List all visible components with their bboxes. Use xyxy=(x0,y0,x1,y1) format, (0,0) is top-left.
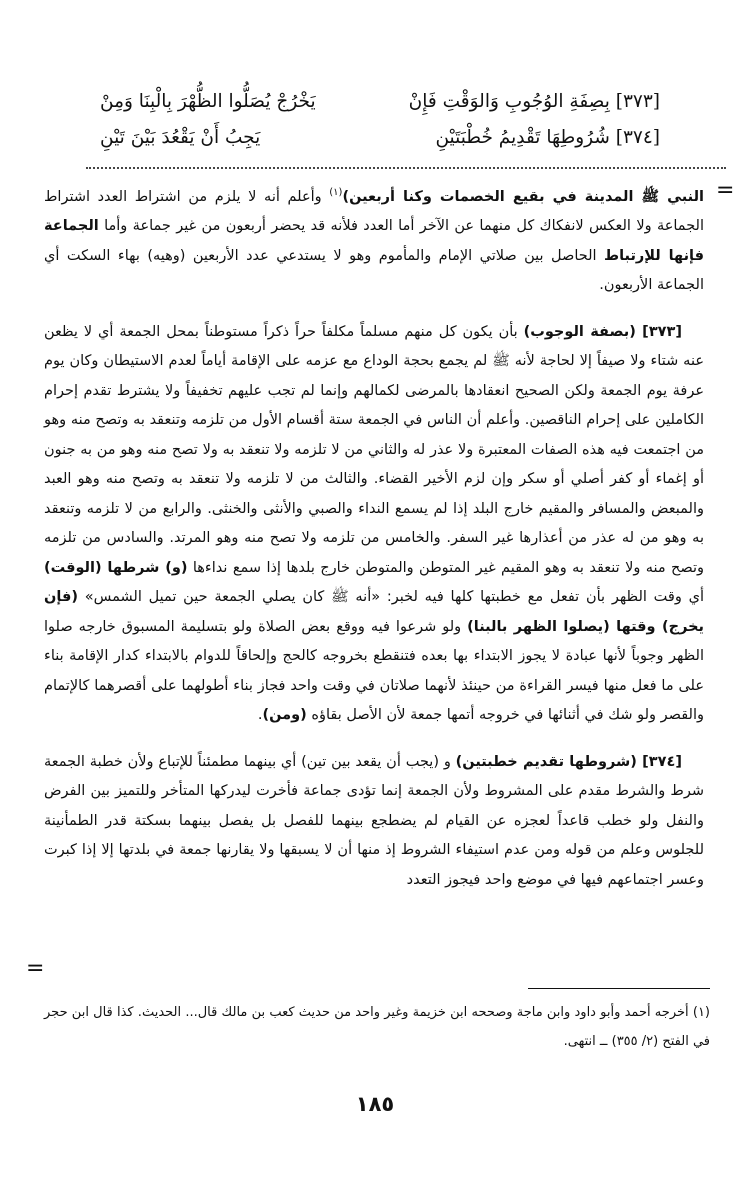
continuation-mark-start: = xyxy=(716,178,735,203)
footnote-reference: (١) xyxy=(329,187,343,198)
verse-right-hemistich: [٣٧٤] شُرُوطِهَا تَقْدِيمُ خُطْبَتَيْنِ xyxy=(435,127,660,148)
footnote-separator xyxy=(528,988,710,989)
paragraph-text: أي وقت الظهر بأن تفعل مع خطبتها كلها فيه لخبر: «أنه ﷺ كان يصلي الجمعة حين تميل الشمس» xyxy=(77,589,704,606)
footnote xyxy=(44,998,710,1056)
bold-phrase: الجماعة فإنها للإرتباط xyxy=(44,218,704,264)
paragraph-374 xyxy=(44,748,704,896)
paragraph-text: ولو شرعوا فيه ووقع بعض الصلاة ولو بتسليمة المسبوق خارجه صلوا الظهر وجوباً لأنها عبادة لا يجوز الابتداء بها بعده فتنقطع بخروجه كالحج وإلحاقاً للدوام بالابتداء كدار الإقامة بناء على ما فعل منها فيسر القراءة من حينئذ لأنهما صلاتان في وقت واحد فجاز بناء أطولهما على أقصرهما كالإتمام والقصر ولو شك في أثنائها في خروجه أتمها جمعة لأن الأصل بقاؤه xyxy=(44,618,704,724)
verse-number-heading: [٣٧٤] (شروطها تقديم خطبتين) xyxy=(455,753,682,770)
continuation-mark-end: = xyxy=(26,956,45,981)
bold-phrase: (ومن) xyxy=(262,707,307,724)
verse-right-hemistich: [٣٧٣] بِصِفَةِ الوُجُوبِ وَالوَقْتِ فَإِنْ xyxy=(408,91,660,112)
page-number: ١٨٥ xyxy=(355,1092,395,1116)
verse-number-heading: [٣٧٣] (بصفة الوجوب) xyxy=(523,323,683,340)
paragraph-text: و (يجب أن يقعد بين تين) أي بينهما مطمئناً للإتباع ولأن خطبة الجمعة شرط والشرط مقدم على المشروط ولأن الجمعة إنما تؤدى جماعة فأخرت ليدركها المتأخر وللتميز بين الفرض والنفل ولو خطب قاعداً لعجزه عن القيام لم يضطجع بينهما للفصل بل يفصل بينهما بسكتة قدر الطمأنينة للجلوس وعلم من قوله ومن عدم استيفاء الشروط إذ منها أن لا يسبقها ولا يقارنها جمعة في بلدتها إلا إذا كبرت وعسر اجتماعهم فيها في موضع واحد فيجوز التعدد xyxy=(44,753,704,888)
verse-left-hemistich: يَخْرُجْ يُصَلُّوا الظُّهْرَ بِالْبِنَا وَمِنْ xyxy=(100,91,316,112)
bold-phrase: النبي ﷺ المدينة في بقيع الخصمات وكنا أربعين) xyxy=(342,188,704,205)
paragraph-text: الحاصل بين صلاتي الإمام والمأموم وهو لا يستدعي عدد الأربعين (وهيه) بهاء السكت أي الجماعة الأربعون. xyxy=(44,247,704,294)
bold-phrase: (فإن يخرج) وقتها (يصلوا الظهر بالبنا) xyxy=(44,589,704,635)
paragraph-text: بأن يكون كل منهم مسلماً مكلفاً حراً ذكراً مستوطناً بمحل الجمعة أي لا يظعن عنه شتاء ولا صيفاً إلا لحاجة لأنه ﷺ لم يجمع بحجة الوداع مع عزمه على الإقامة أياماً لعدم الاستيطان وكان يوم عرفة يوم الجمعة ولكن الصحيح انعقادها بالمرضى لكمالهم وإنما لم تجب عليهم تخفيفاً ولا يشترط تقدم إحرام الكاملين على إحرام الناقصين. وأعلم أن الناس في الجمعة ستة أقسام الأول من تلزمه وتنعقد به وتصح منه وهو من اجتمعت فيه هذه الصفات المعتبرة ولا عذر له والثاني من لا تلزمه ولا تنعقد به ولا تصح منه وهو من به جنون أو إغماء أو كفر أصلي أو سكر وإن لزم الأخير القضاء. والثالث من لا تلزمه ولا تنعقد به وتصح منه وهو العبد والمبعض والمسافر والمقيم خارج البلد إذا لم يسمع النداء والصبي والأنثى والخنثى. والرابع من لا تلزمه وتنعقد به وهو من له عذر من أعذارها غير السفر. والخامس من تلزمه ولا تصح منه وهو المرتد. والسادس من تلزمه وتصح منه ولا تنعقد به وهو المقيم غير المتوطن والمتوطن خارج بلدها إذا سمع نداءها xyxy=(44,323,705,576)
verse-line xyxy=(100,120,660,156)
paragraph-373 xyxy=(44,318,704,731)
paragraph-text: . xyxy=(257,707,263,724)
verse-block xyxy=(100,84,660,156)
dotted-divider xyxy=(86,167,726,169)
verse-line xyxy=(100,84,660,120)
commentary-body xyxy=(44,178,704,912)
footnote-text: أخرجه أحمد وأبو داود وابن ماجة وصححه ابن خزيمة وغير واحد من حديث كعب بن مالك قال... الحديث. كذا قال ابن حجر في الفتح (٢/ ٣٥٥) ــ انتهى. xyxy=(44,1005,710,1049)
footnote-marker: (١) xyxy=(692,1005,710,1020)
verse-left-hemistich: يَجِبُ أَنْ يَقْعُدَ بَيْنَ تَيْنِ xyxy=(100,127,261,148)
paragraph-continuation xyxy=(44,178,704,301)
paragraph-text: وأعلم أنه لا يلزم من اشتراط العدد اشتراط الجماعة ولا العكس لانفكاك كل منهما عن الآخر أما العدد فلأنه قد يحضر أربعون من غير جماعة وأما xyxy=(44,188,704,235)
bold-phrase: (و) شرطها (الوقت) xyxy=(44,559,188,576)
